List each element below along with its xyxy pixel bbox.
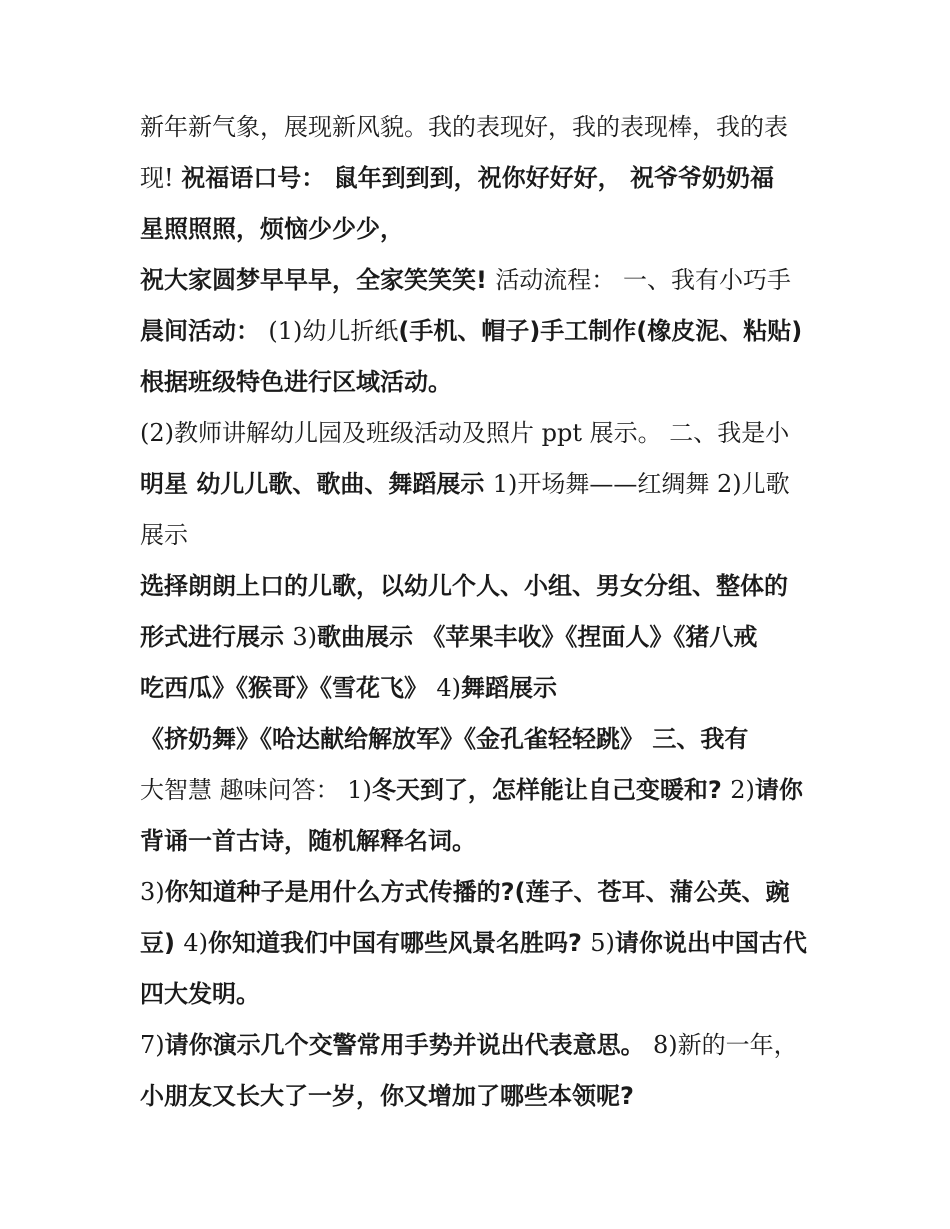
text-segment: 8)新的一年， xyxy=(653,1031,798,1059)
text-line xyxy=(140,561,830,612)
text-line xyxy=(140,204,830,255)
text-line xyxy=(140,153,830,204)
text-segment: 星照照照，烦恼少少少， xyxy=(140,215,404,243)
text-segment: 舞蹈展示 xyxy=(461,674,557,702)
text-segment: 5) xyxy=(590,929,615,957)
text-line xyxy=(140,1071,830,1122)
text-segment: 现! xyxy=(140,164,182,192)
text-line xyxy=(140,714,830,765)
text-segment: 你知道种子是用什么方式传播的?(莲子、苍耳、蒲公英、豌 xyxy=(164,878,790,906)
text-segment: 7) xyxy=(140,1031,165,1059)
text-segment: 四大发明。 xyxy=(140,980,260,1008)
text-segment: 请你说出中国古代 xyxy=(614,929,807,957)
text-segment: 歌曲展示 《苹果丰收》《捏面人》《猪八戒 xyxy=(317,623,758,651)
text-line xyxy=(140,918,830,969)
text-segment: 请你演示几个交警常用手势并说出代表意思。 xyxy=(164,1031,653,1059)
text-segment: 3) xyxy=(292,623,317,651)
text-segment: 形式进行展示 xyxy=(140,623,293,651)
text-segment: 1) xyxy=(347,776,372,804)
text-segment: 豆) xyxy=(140,929,184,957)
text-line xyxy=(140,102,830,153)
text-segment: (2)教师讲解幼儿园及班级活动及照片 ppt 展示。 二、我是小 xyxy=(140,419,790,447)
text-line xyxy=(140,459,830,510)
text-line xyxy=(140,510,830,561)
text-line xyxy=(140,816,830,867)
text-line xyxy=(140,1020,830,1071)
text-line xyxy=(140,867,830,918)
text-line xyxy=(140,663,830,714)
text-segment: 背诵一首古诗，随机解释名词。 xyxy=(140,827,476,855)
text-line xyxy=(140,765,830,816)
text-segment: 根据班级特色进行区域活动。 xyxy=(140,368,452,396)
text-segment: 你知道我们中国有哪些风景名胜吗? xyxy=(207,929,591,957)
text-segment: 4) xyxy=(436,674,461,702)
text-segment: 明星 幼儿儿歌、歌曲、舞蹈展示 xyxy=(140,470,493,498)
text-segment: 1)开场舞——红绸舞 2)儿歌 xyxy=(492,470,790,498)
text-segment: 新年新气象，展现新风貌。我的表现好，我的表现棒，我的表 xyxy=(140,113,788,141)
text-line xyxy=(140,408,830,459)
text-segment: 选择朗朗上口的儿歌，以幼儿个人、小组、男女分组、整体的 xyxy=(140,572,788,600)
text-line xyxy=(140,306,830,357)
text-segment: (手机、帽子)手工制作(橡皮泥、粘贴) xyxy=(398,317,803,345)
text-segment: 祝福语口号： 鼠年到到到，祝你好好好， 祝爷爷奶奶福 xyxy=(181,164,774,192)
text-line xyxy=(140,612,830,663)
text-segment: 活动流程： 一、我有小巧手 xyxy=(495,266,791,294)
text-segment: 晨间活动： xyxy=(140,317,269,345)
text-segment: 小朋友又长大了一岁，你又增加了哪些本领呢? xyxy=(140,1082,634,1110)
text-segment: 祝大家圆梦早早早，全家笑笑笑! xyxy=(140,266,496,294)
text-segment: 2) xyxy=(730,776,755,804)
text-segment: 冬天到了，怎样能让自己变暖和? xyxy=(371,776,731,804)
text-segment: 3) xyxy=(140,878,165,906)
text-segment: (1) xyxy=(268,317,303,345)
text-segment: 展示 xyxy=(140,521,188,549)
text-segment: 吃西瓜》《猴哥》《雪花飞》 xyxy=(140,674,437,702)
text-line xyxy=(140,357,830,408)
text-segment: 幼儿折纸 xyxy=(302,317,399,345)
document-body xyxy=(140,102,830,1122)
text-line xyxy=(140,969,830,1020)
text-segment: 《挤奶舞》《哈达献给解放军》《金孔雀轻轻跳》 三、我有 xyxy=(140,725,749,753)
text-segment: 请你 xyxy=(754,776,803,804)
text-line xyxy=(140,255,830,306)
text-segment: 大智慧 趣味问答： xyxy=(140,776,348,804)
text-segment: 4) xyxy=(183,929,208,957)
